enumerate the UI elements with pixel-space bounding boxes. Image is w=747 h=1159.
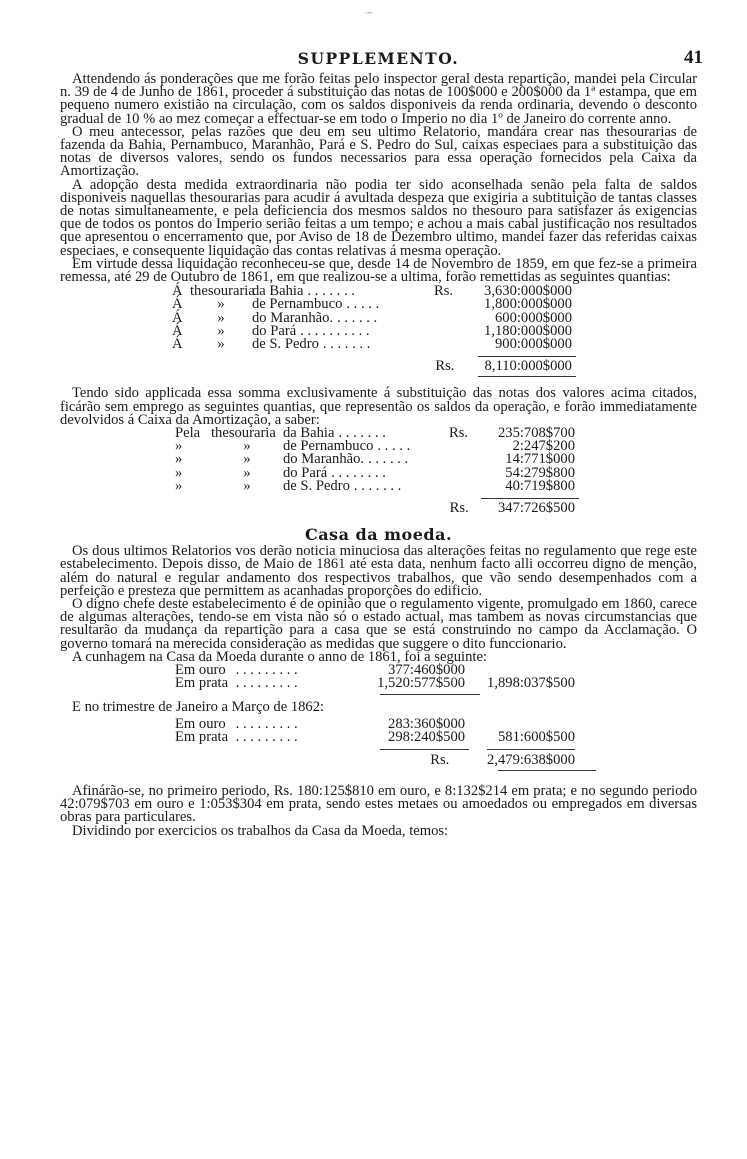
row-descriptor: » bbox=[217, 336, 225, 352]
row-amount: 1,180:000$000 bbox=[484, 322, 572, 339]
row-prefix: » bbox=[175, 451, 183, 468]
running-title: SUPPLEMENTO. bbox=[297, 49, 460, 68]
row-prefix: » bbox=[175, 438, 183, 455]
row-leader-dots: . . . . . . . . bbox=[331, 466, 386, 480]
row-leader-dots: . . . . . . . . . bbox=[235, 717, 298, 731]
coinage-1862-table bbox=[175, 715, 575, 772]
row-prefix: Á bbox=[172, 322, 183, 339]
row-prefix: » bbox=[175, 464, 183, 481]
row-prefix: Á bbox=[172, 283, 183, 300]
coinage-1861-table bbox=[175, 661, 575, 695]
page-header bbox=[60, 47, 703, 71]
row-amount: 1,520:577$500 bbox=[377, 675, 466, 692]
currency-label bbox=[449, 440, 477, 453]
row-leader-dots: . . . . . bbox=[377, 440, 411, 454]
row-label: Em ouro bbox=[175, 715, 226, 732]
coinage-total-row bbox=[175, 751, 575, 768]
row-place: do Maranhão. bbox=[283, 451, 365, 468]
page-body bbox=[60, 73, 697, 838]
row-amount: 600:000$000 bbox=[494, 309, 572, 326]
row-subtotal: 581:600$500 bbox=[497, 728, 575, 745]
balances-table bbox=[175, 424, 575, 516]
table-row bbox=[172, 338, 572, 351]
row-leader-dots: . . . . . . . bbox=[322, 338, 371, 352]
row-place: de Pernambuco bbox=[252, 296, 343, 313]
section-title: Casa da moeda. bbox=[304, 525, 453, 545]
currency-label bbox=[449, 480, 477, 493]
sum-rule bbox=[380, 694, 480, 695]
row-descriptor: » bbox=[217, 296, 225, 313]
currency-label: Rs. bbox=[449, 424, 469, 441]
row-place: do Maranhão. bbox=[252, 309, 334, 326]
row-label: Em prata bbox=[175, 675, 229, 692]
remittances-table bbox=[172, 285, 572, 377]
paragraph: Em virtude dessa liquidação reconheceu-se que, desde 14 de Novembro de 1859, em que fez-se a primeira remessa, até 29 de Outubro de 1861, em que realizou-se a ultima, forão remettidas as seguintes quantias: bbox=[60, 255, 697, 286]
trimester-intro: E no trimestre de Janeiro a Março de 1862: bbox=[72, 699, 325, 716]
coinage-grand-total: 2,479:638$000 bbox=[487, 751, 575, 768]
row-prefix: Á bbox=[172, 296, 183, 313]
paragraph: O digno chefe deste estabelecimento é de opinião que o regulamento vigente, promulgado em 1860, carece de algumas alterações, tendo-se em vista não só o estado actual, mas tambem as novas circumstancias que resultarão da mudança da repartição para a casa que se está construindo no campo da Acclamação. O governo tomará na merecida consideração as medidas que suggere o dito funccionario. bbox=[60, 595, 697, 652]
row-leader-dots: . . . . . . bbox=[368, 453, 409, 467]
row-place: de S. Pedro bbox=[283, 477, 350, 494]
row-amount: 235:708$700 bbox=[497, 424, 575, 441]
row-place: do Pará bbox=[283, 464, 328, 481]
page-number: 41 bbox=[684, 47, 703, 68]
row-leader-dots: . . . . . . . . . . bbox=[300, 324, 370, 338]
row-amount: 377:460$000 bbox=[388, 661, 466, 678]
row-descriptor: thesouraria bbox=[211, 424, 276, 441]
currency-label bbox=[449, 467, 477, 480]
paragraph: A cunhagem na Casa da Moeda durante o anno de 1861, foi a seguinte: bbox=[72, 648, 487, 665]
paragraph: O meu antecessor, pelas razões que deu em seu ultimo Relatorio, mandára crear nas thesourarias de fazenda da Bahia, Pernambuco, Maranhão, Pará e S. Pedro do Sul, caixas especiaes para a substituição das notas de diversos valores, sendo os fundos necessarios para essa operação fornecidos pela Caixa da Amortização. bbox=[60, 123, 697, 180]
total-rule bbox=[498, 770, 596, 771]
row-place: da Bahia bbox=[283, 424, 335, 441]
currency-label bbox=[434, 338, 470, 351]
row-amount: 283:360$000 bbox=[388, 715, 466, 732]
row-leader-dots: . . . . . . . . . bbox=[235, 730, 298, 744]
currency-label bbox=[449, 453, 477, 466]
row-leader-dots: . . . . . . . bbox=[338, 426, 386, 441]
balances-total: 347:726$500 bbox=[497, 499, 575, 516]
paragraph: A adopção desta medida extraordinaria não podia ter sido aconselhada senão pela falta de saldos disponiveis naquellas thesourarias para acudir á avultada despeza que exigiria a subtituição de tantas classes de notas simultaneamente, e pela deficiencia dos mesmos saldos no thesouro para satisfazer ás exigencias que de todos os pontos do Imperio serião feitas a um tempo; e achou a mais cabal justificação nos resultados que apresentou o encerramento que, por Aviso de 18 de Dezembro ultimo, mandei fazer das referidas caixas especiaes, e consequente liquidação das contas relativas á mesma operação. bbox=[60, 176, 697, 259]
currency-label bbox=[434, 312, 470, 325]
row-prefix: » bbox=[175, 477, 183, 494]
sum-rule bbox=[478, 356, 576, 357]
table-row bbox=[175, 677, 575, 690]
total-rule bbox=[478, 376, 576, 377]
row-amount: 54:279$800 bbox=[505, 464, 575, 481]
currency-label: Rs. bbox=[434, 283, 454, 300]
paragraph: Attendendo ás ponderações que me forão feitas pelo inspector geral desta repartição, mandei pela Circular n. 39 de 4 de Junho de 1861, proceder á substituição das notas de 100$000 e 200$000 da 1ª estampa, que em pequeno numero existião na circulação, com os saldos disponiveis da renda ordinaria, devendo o desconto gradual de 10 % ao mez começar a effectuar-se em todo o Imperio no dia 1º de Janeiro do corrente anno. bbox=[60, 71, 697, 127]
row-amount: 3,630:000$000 bbox=[484, 283, 572, 300]
row-descriptor: » bbox=[217, 309, 225, 326]
currency-label bbox=[434, 325, 470, 338]
currency-label: Rs. bbox=[449, 499, 469, 516]
row-prefix: Á bbox=[172, 309, 183, 326]
paragraph: Dividindo por exercicios os trabalhos da Casa da Moeda, temos: bbox=[72, 822, 449, 839]
row-place: da Bahia bbox=[252, 283, 304, 300]
print-speck: ᵕ~ bbox=[365, 8, 373, 18]
remittances-total: 8,110:000$000 bbox=[484, 358, 572, 375]
row-leader-dots: . . . . . . . . . bbox=[235, 677, 298, 691]
paragraph: Tendo sido applicada essa somma exclusivamente á substituição das notas dos valores acima citados, ficárão sem emprego as seguintes quantias, que representão os saldos da operação, e forão immediatamente devolvidos á Caixa da Amortização, a saber: bbox=[60, 385, 697, 428]
row-descriptor: thesouraria bbox=[190, 283, 255, 300]
row-leader-dots: . . . . . . . . . bbox=[235, 663, 298, 678]
table-row bbox=[175, 728, 575, 745]
row-label: Em ouro bbox=[175, 661, 226, 678]
row-label: Em prata bbox=[175, 728, 229, 745]
row-place: de S. Pedro bbox=[252, 336, 319, 352]
balances-total-row bbox=[175, 499, 575, 516]
row-descriptor: » bbox=[243, 438, 251, 455]
sum-rule bbox=[481, 498, 579, 499]
row-amount: 1,800:000$000 bbox=[484, 296, 572, 313]
row-leader-dots: . . . . . bbox=[346, 298, 380, 312]
remittances-total-row bbox=[172, 360, 572, 373]
row-prefix: Pela bbox=[175, 424, 201, 441]
row-amount: 900:000$000 bbox=[494, 336, 572, 352]
row-place: de Pernambuco bbox=[283, 438, 374, 455]
paragraph: Os dous ultimos Relatorios vos derão noticia minuciosa das alterações feitas no regulamento que rege este estabelecimento. Depois disso, de Maio de 1861 até esta data, nenhum facto alli occorreu digno de menção, além do natural e regular andamento dos respectivos trabalhos, que vão sendo desempenhados com a perfeição e presteza que permittem as acanhadas proporções do edificio. bbox=[60, 543, 697, 599]
currency-label bbox=[434, 298, 470, 311]
paragraph: Afinárão-se, no primeiro periodo, Rs. 180:125$810 em ouro, e 8:132$214 em prata; e no segundo periodo 42:079$703 em ouro e 1:053$304 em prata, sendo estes metaes ou amoedados ou empregados em diversas obras para particulares. bbox=[60, 783, 697, 826]
row-amount: 2:247$200 bbox=[512, 438, 575, 455]
row-amount: 14:771$000 bbox=[505, 451, 575, 468]
row-descriptor: » bbox=[243, 464, 251, 481]
row-leader-dots: . . . . . . . bbox=[353, 479, 402, 493]
table-row bbox=[175, 477, 575, 494]
sum-rule bbox=[380, 749, 469, 750]
row-place: do Pará bbox=[252, 322, 297, 339]
row-descriptor: » bbox=[243, 477, 251, 494]
sum-rule bbox=[487, 749, 575, 750]
currency-label: Rs. bbox=[430, 751, 450, 768]
currency-label: Rs. bbox=[435, 358, 455, 375]
row-prefix: Á bbox=[172, 336, 183, 352]
row-amount: 40:719$800 bbox=[505, 477, 575, 494]
row-descriptor: » bbox=[243, 451, 251, 468]
row-descriptor: » bbox=[217, 322, 225, 339]
row-leader-dots: . . . . . . bbox=[337, 311, 378, 325]
row-amount: 298:240$500 bbox=[388, 728, 466, 745]
row-subtotal: 1,898:037$500 bbox=[487, 675, 575, 692]
row-leader-dots: . . . . . . . bbox=[307, 285, 355, 299]
